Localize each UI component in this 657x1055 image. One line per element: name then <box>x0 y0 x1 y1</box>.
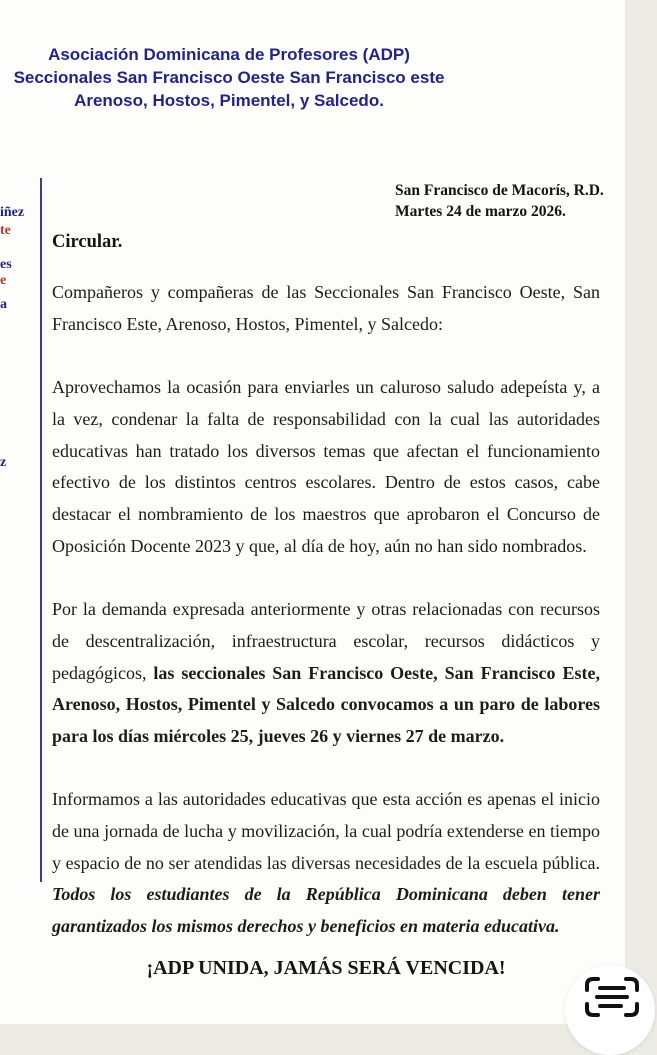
extract-text-button[interactable] <box>565 965 655 1055</box>
salutation-paragraph: Compañeros y compañeras de las Seccionales San Francisco Oeste, San Francisco Este, Arenoso, Hostos, Pimentel, y Salcedo: <box>52 282 600 334</box>
letterhead <box>0 43 458 112</box>
dateline <box>395 180 604 222</box>
paragraph-3-normal-text: Informamos a las autoridades educativas que esta acción es apenas el inicio de una jornada de lucha y movilización, la cual podría extenderse en tiempo y espacio de no ser atendidas las diversas necesidades de la escuela pública. <box>52 789 600 873</box>
margin-text-fragment: z <box>0 455 7 470</box>
paragraph-1: Aprovechamos la ocasión para enviarles un caluroso saludo adepeísta y, a la vez, condenar la falta de responsabilidad con la cual las autoridades educativas han tratado los diversos temas que afectan el funcionamiento efectivo de los distintos centros escolares. Dentro de estos casos, cabe destacar el nombramiento de los maestros que aprobaron el Concurso de Oposición Docente 2023 y que, al día de hoy, aún no han sido nombrados. <box>52 377 600 556</box>
margin-text-fragment: e <box>0 273 7 288</box>
margin-text-fragment: te <box>0 223 11 238</box>
letterhead-line2: Seccionales San Francisco Oeste San Francisco este <box>13 68 445 87</box>
dateline-date: Martes 24 de marzo 2026. <box>395 203 566 220</box>
closing-slogan: ¡ADP UNIDA, JAMÁS SERÁ VENCIDA! <box>146 957 506 979</box>
margin-text-fragment: es <box>0 257 12 272</box>
paragraph-3-bold-italic-text: Todos los estudiantes de la República Dominicana deben tener garantizados los mismos derechos y beneficios en materia educativa. <box>52 884 600 936</box>
paragraph-2 <box>52 594 600 753</box>
letterhead-line3: Arenoso, Hostos, Pimentel, y Salcedo. <box>74 91 384 110</box>
letterhead-line1: Asociación Dominicana de Profesores (ADP) <box>48 45 410 64</box>
circular-heading: Circular. <box>52 232 123 252</box>
paragraph-2-bold-text: las seccionales San Francisco Oeste, San Francisco Este, Arenoso, Hostos, Pimentel y Salcedo convocamos a un paro de labores para los días miércoles 25, jueves 26 y viernes 27 de marzo. <box>52 662 600 746</box>
paragraph-3 <box>52 784 600 943</box>
margin-text-fragment: iñez <box>0 205 25 220</box>
dateline-place: San Francisco de Macorís, R.D. <box>395 182 604 199</box>
margin-text-fragment: a <box>0 297 7 312</box>
left-margin-rule <box>40 178 42 882</box>
paragraph-2-normal-text: Por la demanda expresada anteriormente y otras relacionadas con recursos de descentralización, infraestructura escolar, recursos didácticos y pedagógicos, <box>52 599 600 683</box>
